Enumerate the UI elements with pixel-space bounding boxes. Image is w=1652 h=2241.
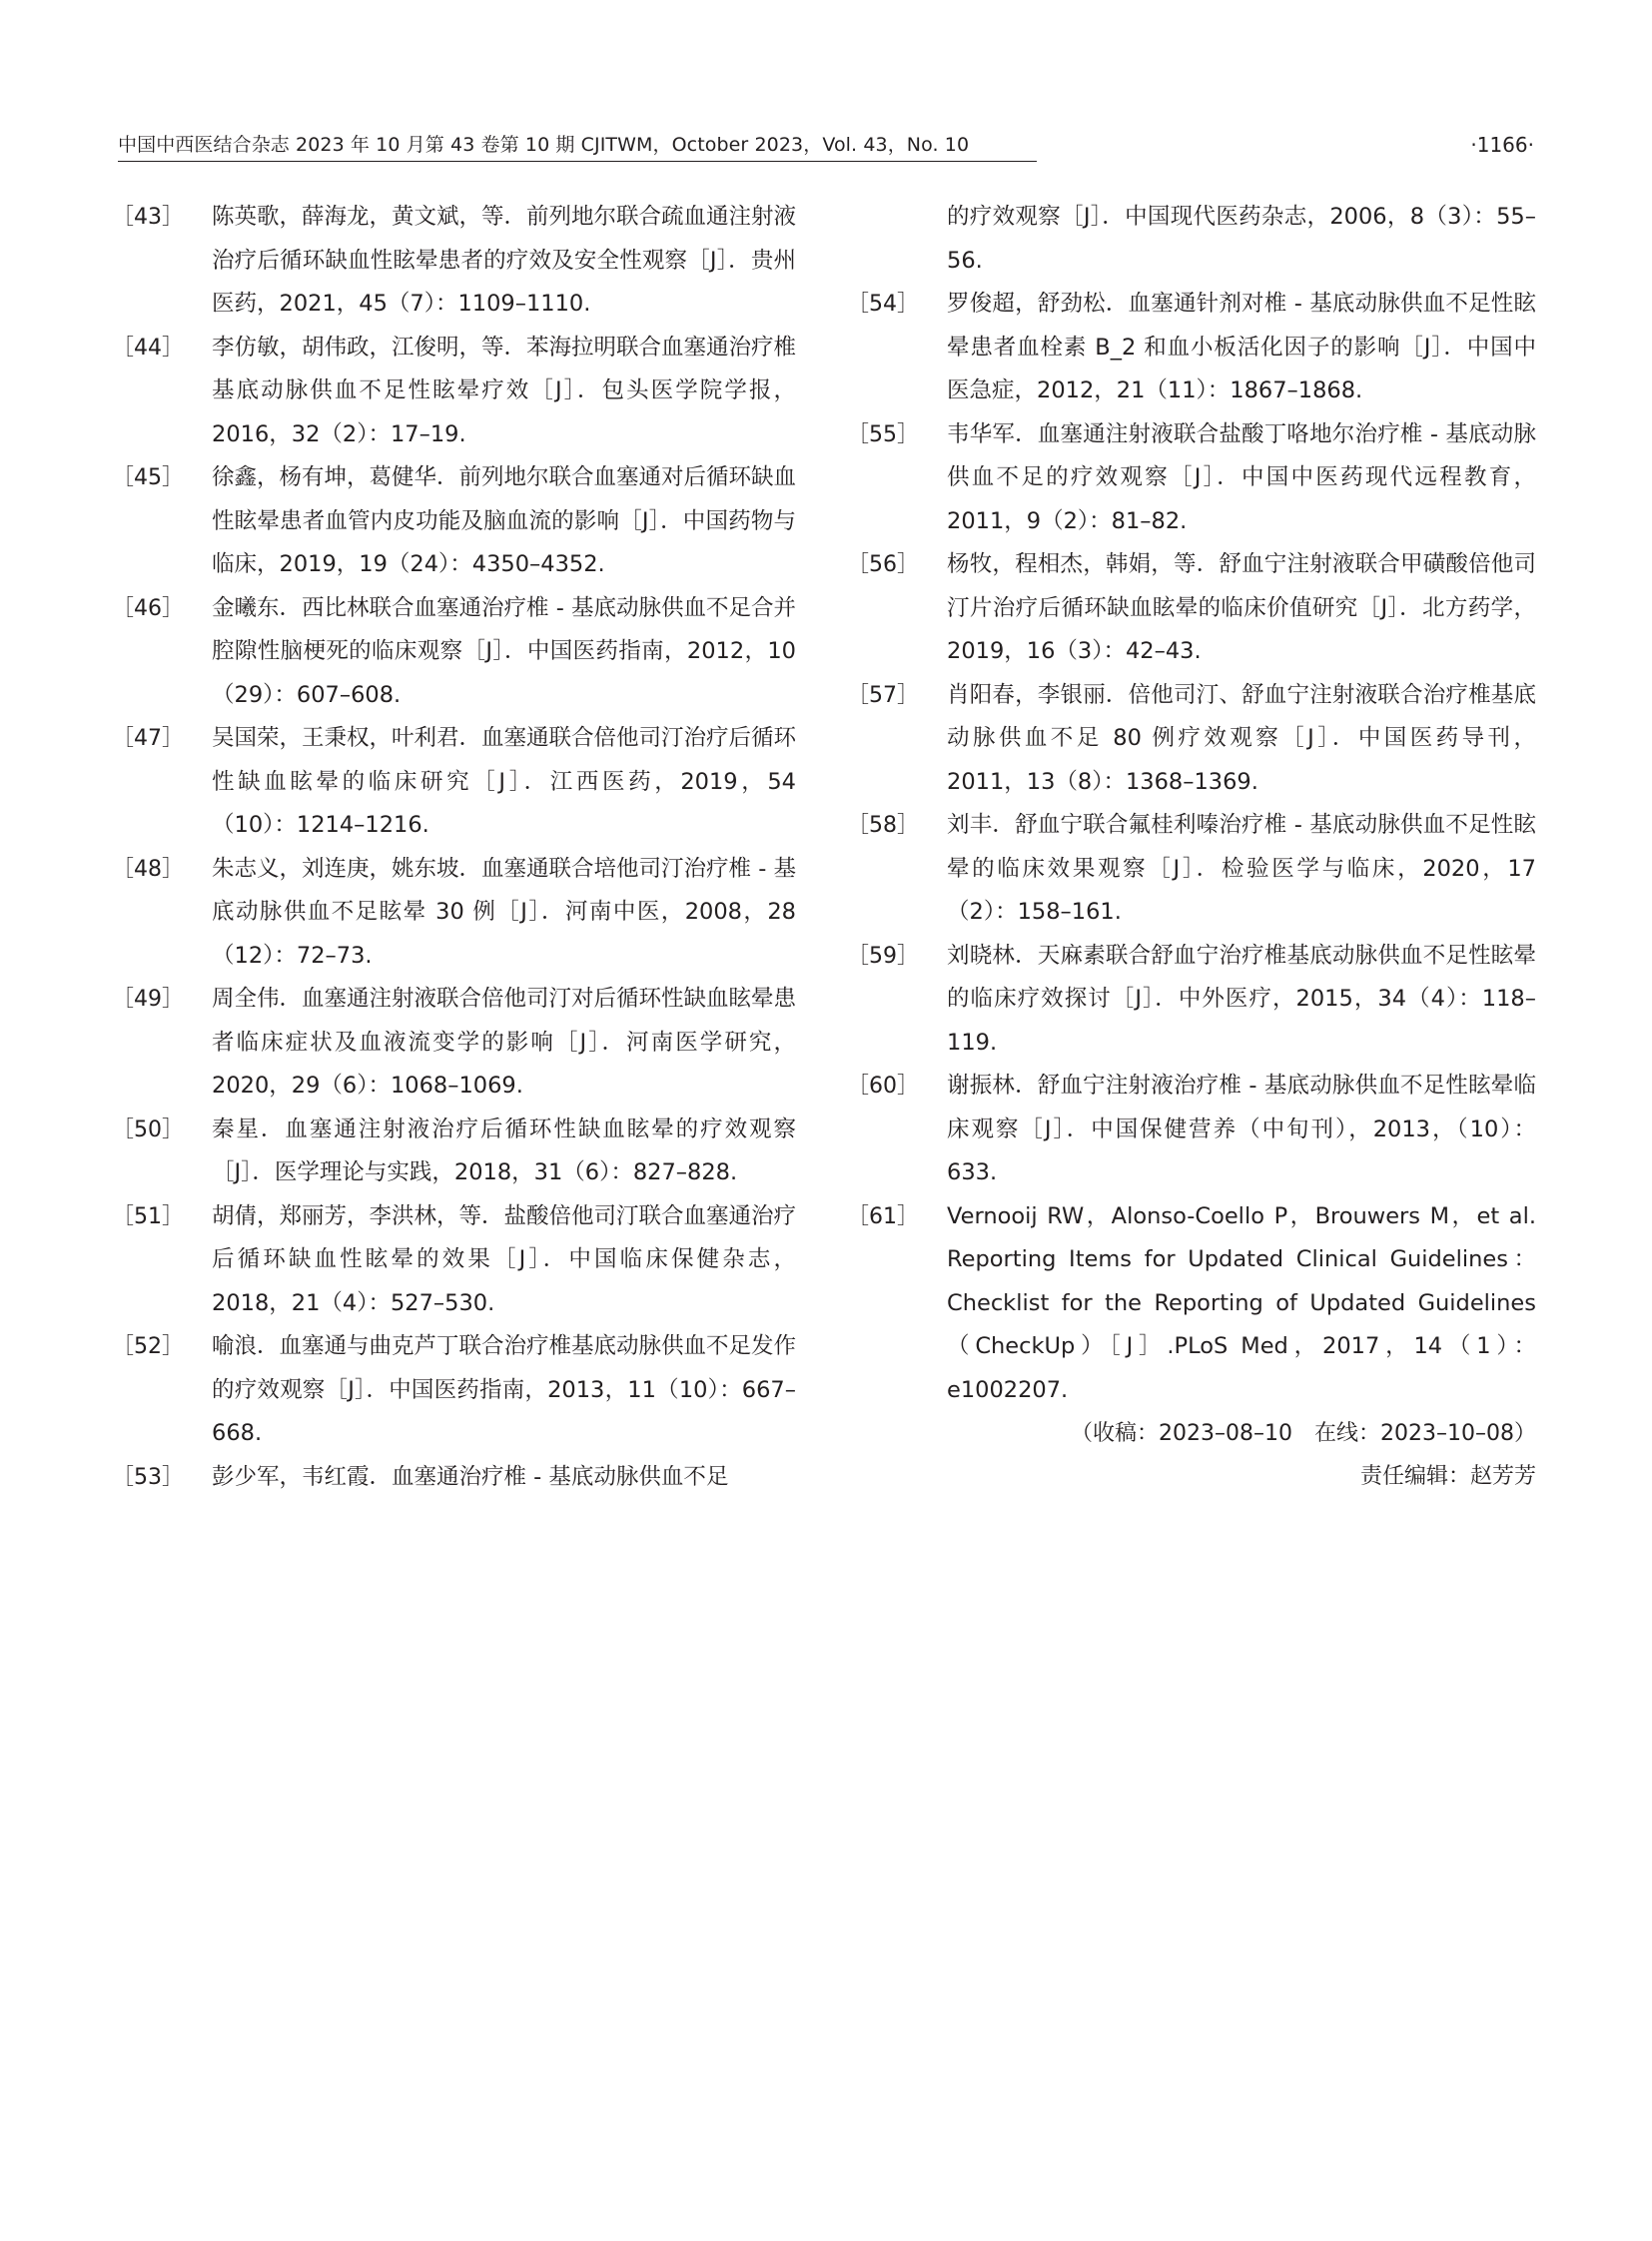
reference-text: 周全伟．血塞通注射液联合倍他司汀对后循环性缺血眩晕患者临床症状及血液流变学的影响［J］．河南医学研究，2020，29（6）：1068–1069. [212, 986, 797, 1099]
received-online-dates: （收稿：2023–08–10 在线：2023–10–08） [1071, 1421, 1536, 1446]
reference-number: ［60］ [847, 1074, 919, 1099]
reference-text: 的疗效观察［J］．中国现代医药杂志，2006，8（3）：55–56. [947, 204, 1536, 274]
reference-text: 肖阳春，李银丽．倍他司汀、舒血宁注射液联合治疗椎基底动脉供血不足 80 例疗效观察［J］．中国医药导刊，2011，13（8）：1368–1369. [947, 681, 1536, 795]
reference-number: ［49］ [112, 987, 184, 1012]
reference-text: Vernooij RW，Alonso-Coello P，Brouwers M，et al. Reporting Items for Updated Clinical Guidelines：Checklist for the Reporting of Updated Guidelines（CheckUp）［J］.PLoS Med，2017，14（1）：e1002207. [947, 1202, 1536, 1403]
reference-text: 吴国荣，王秉权，叶利君．血塞通联合倍他司汀治疗后循环性缺血眩晕的临床研究［J］．江西医药，2019，54（10）：1214–1216. [212, 725, 797, 838]
reference-item [847, 1195, 1536, 1413]
reference-text: 谢振林．舒血宁注射液治疗椎 - 基底动脉供血不足性眩晕临床观察［J］．中国保健营养（中旬刊），2013，（10）：633. [947, 1073, 1536, 1185]
reference-text: 徐鑫，杨有坤，葛健华．前列地尔联合血塞通对后循环缺血性眩晕患者血管内皮功能及脑血流的影响［J］．中国药物与临床，2019，19（24）：4350–4352. [212, 464, 797, 577]
reference-text: 陈英歌，薛海龙，黄文斌，等．前列地尔联合疏血通注射液治疗后循环缺血性眩晕患者的疗效及安全性观察［J］．贵州医药，2021，45（7）：1109–1110. [212, 204, 797, 317]
reference-item [112, 717, 796, 848]
reference-text: 秦星．血塞通注射液治疗后循环性缺血眩晕的疗效观察［J］．医学理论与实践，2018，31（6）：827–828. [212, 1116, 796, 1185]
reference-number: ［46］ [112, 595, 184, 621]
reference-number: ［51］ [112, 1203, 184, 1229]
reference-item [112, 1109, 796, 1195]
header-rule [118, 161, 1037, 162]
reference-text: 杨牧，程相杰，韩娟，等．舒血宁注射液联合甲磺酸倍他司汀片治疗后循环缺血眩晕的临床价值研究［J］．北方药学，2019，16（3）：42–43. [947, 551, 1536, 664]
reference-text: 刘丰．舒血宁联合氟桂利嗪治疗椎 - 基底动脉供血不足性眩晕的临床效果观察［J］．检验医学与临床，2020，17（2）：158–161. [947, 812, 1536, 925]
reference-text: 韦华军．血塞通注射液联合盐酸丁咯地尔治疗椎 - 基底动脉供血不足的疗效观察［J］．中国中医药现代远程教育，2011，9（2）：81–82. [947, 420, 1536, 534]
reference-item [112, 456, 796, 587]
reference-text: 李仿敏，胡伟政，江俊明，等．苯海拉明联合血塞通治疗椎基底动脉供血不足性眩晕疗效［J］．包头医学院学报，2016，32（2）：17–19. [212, 334, 797, 447]
reference-number: ［44］ [112, 335, 184, 361]
reference-number: ［61］ [847, 1203, 919, 1229]
journal-citation-line: 中国中西医结合杂志 2023 年 10 月第 43 卷第 10 期 CJITWM，October 2023，Vol. 43，No. 10 [118, 134, 970, 156]
reference-number: ［48］ [112, 856, 184, 882]
reference-number: ［50］ [112, 1117, 184, 1142]
reference-item [847, 674, 1536, 805]
reference-item [847, 413, 1536, 544]
reference-item [847, 543, 1536, 674]
reference-number: ［56］ [847, 552, 919, 577]
reference-number: ［54］ [847, 292, 919, 317]
reference-text: 金曦东．西比林联合血塞通治疗椎 - 基底动脉供血不足合并腔隙性脑梗死的临床观察［J］．中国医药指南，2012，10（29）：607–608. [212, 594, 796, 708]
reference-number: ［57］ [847, 682, 919, 708]
reference-item [112, 848, 796, 979]
page-header [118, 130, 1534, 166]
reference-item [112, 1325, 796, 1456]
reference-item [112, 587, 796, 718]
reference-item [112, 1456, 796, 1500]
reference-number: ［43］ [112, 205, 184, 230]
reference-number: ［55］ [847, 421, 919, 447]
right-reference-column [847, 196, 1536, 1498]
reference-item [112, 1195, 796, 1326]
reference-text: 胡倩，郑丽芳，李洪林，等．盐酸倍他司汀联合血塞通治疗后循环缺血性眩晕的效果［J］．中国临床保健杂志，2018，21（4）：527–530. [212, 1202, 797, 1316]
reference-item [847, 283, 1536, 413]
reference-item [112, 196, 796, 327]
reference-item [112, 327, 796, 457]
reference-number: ［53］ [112, 1464, 184, 1490]
reference-number: ［59］ [847, 943, 919, 969]
reference-number: ［52］ [112, 1334, 184, 1359]
reference-item [847, 1065, 1536, 1195]
reference-item [847, 935, 1536, 1066]
reference-text: 朱志义，刘连庚，姚东坡．血塞通联合培他司汀治疗椎 - 基底动脉供血不足眩晕 30 例［J］．河南中医，2008，28（12）：72–73. [212, 855, 796, 969]
reference-text: 彭少军，韦红霞．血塞通治疗椎 - 基底动脉供血不足 [212, 1463, 729, 1490]
left-reference-column [112, 196, 796, 1499]
reference-text: 喻浪．血塞通与曲克芦丁联合治疗椎基底动脉供血不足发作的疗效观察［J］．中国医药指南，2013，11（10）：667–668. [212, 1333, 797, 1446]
reference-number: ［47］ [112, 726, 184, 751]
article-footer [847, 1412, 1536, 1498]
reference-item [112, 978, 796, 1109]
reference-number: ［45］ [112, 465, 184, 490]
reference-text: 罗俊超，舒劲松．血塞通针剂对椎 - 基底动脉供血不足性眩晕患者血栓素 B_2 和血小板活化因子的影响［J］．中国中医急症，2012，21（11）：1867–1868. [947, 291, 1536, 403]
responsible-editor: 责任编辑：赵芳芳 [1359, 1464, 1536, 1489]
reference-item [847, 804, 1536, 935]
reference-continuation [847, 196, 1536, 283]
reference-text: 刘晓林．天麻素联合舒血宁治疗椎基底动脉供血不足性眩晕的临床疗效探讨［J］．中外医疗，2015，34（4）：118–119. [947, 942, 1536, 1056]
page-number: ·1166· [1470, 133, 1534, 157]
reference-number: ［58］ [847, 813, 919, 838]
